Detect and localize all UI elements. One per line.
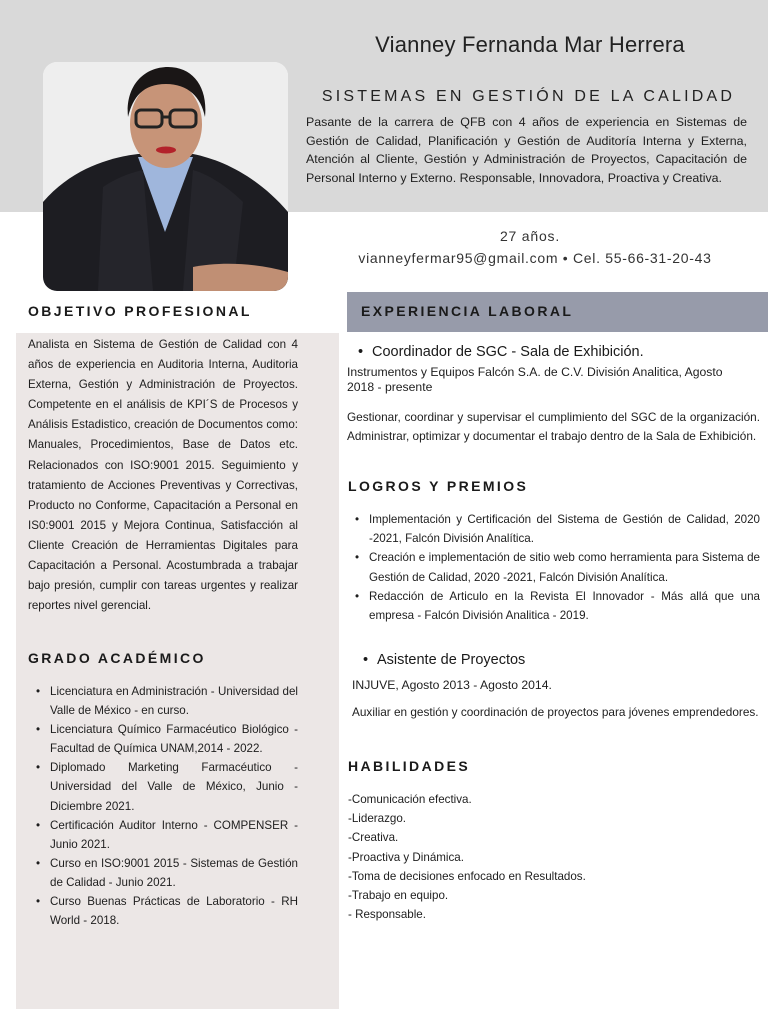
bullet-icon: • [358,344,364,360]
job1-title [358,344,644,360]
grado-item: • Licenciatura en Administración - Universidad del Valle de México - en curso. [36,682,298,720]
experiencia-heading: EXPERIENCIA LABORAL [361,303,574,319]
job1-description: Gestionar, coordinar y supervisar el cumplimiento del SGC de la organización. Administrar, optimizar y documentar el trabajo dentro de la Sala de Exhibición. [347,410,760,443]
habilidad-item: -Liderazgo. [348,812,407,826]
candidate-age: 27 años. [499,228,561,244]
logros-heading: LOGROS Y PREMIOS [348,478,529,494]
grado-list [36,682,298,930]
logros-item: • Creación e implementación de sitio web como herramienta para Sistema de Gestión de Calidad, 2020 -2021, Falcón División Analítica. [355,548,760,586]
habilidades-heading: HABILIDADES [348,758,471,774]
job1-title-text: Coordinador de SGC - Sala de Exhibición. [372,344,644,360]
objetivo-heading: OBJETIVO PROFESIONAL [28,303,252,319]
profile-photo [43,62,288,291]
contact-info: vianneyfermar95@gmail.com • Cel. 55-66-31-20-43 [358,250,712,266]
candidate-role: SISTEMAS EN GESTIÓN DE LA CALIDAD [321,88,736,105]
candidate-name: Vianney Fernanda Mar Herrera [375,32,685,57]
grado-item: • Certificación Auditor Interno - COMPENSER - Junio 2021. [36,816,298,854]
grado-heading: GRADO ACADÉMICO [28,650,206,666]
bullet-icon: • [363,652,369,668]
logros-item: • Redacción de Articulo en la Revista El Innovador - Más allá que una empresa - Falcón División Analitica - 2019. [355,587,760,625]
job2-description: Auxiliar en gestión y coordinación de proyectos para jóvenes emprendedores. [352,705,759,719]
habilidad-item: -Comunicación efectiva. [348,793,472,806]
habilidad-item: - Responsable. [348,908,426,922]
habilidad-item: -Proactiva y Dinámica. [348,850,464,864]
job2-title-text: Asistente de Proyectos [377,652,526,668]
grado-item: • Licenciatura Químico Farmacéutico Biológico - Facultad de Química UNAM,2014 - 2022. [36,720,298,758]
grado-item: • Diplomado Marketing Farmacéutico - Universidad del Valle de México, Junio - Diciembre 2021. [36,758,298,815]
habilidad-item: -Creativa. [348,831,399,845]
objetivo-text: Analista en Sistema de Gestión de Calidad con 4 años de experiencia en Auditoria Interna, Auditoria Externa, Gestión y Administración de Proyectos. Competente en el análisis de KPI´S de Procesos y Análisis Estadistico, creación de Documentos como: Manuales, Procedimientos, Base de Datos etc. Relacionados con ISO:9001 2015. Seguimiento y tratamiento de Acciones Preventivas y Correctivas, Producto no Conforme, Capacitación a Personal en IS0:9001 2015 y Mejora Continua, Satisfacción al Cliente Creación de Herramientas Digitales para Capacitación a Personal. Acostumbrada a trabajar bajo presión, cumplir con tareas urgentes y realizar reportes nivel gerencial. [28,338,298,613]
job2-title [363,652,525,668]
experiencia-heading-bar [347,292,768,332]
habilidad-item: -Toma de decisiones enfocado en Resultados. [348,869,586,883]
job1-company: Instrumentos y Equipos Falcón S.A. de C.V. División Analitica, Agosto 2018 - presente [347,365,723,394]
grado-item: • Curso Buenas Prácticas de Laboratorio - RH World - 2018. [36,892,298,930]
habilidades-list [348,790,586,924]
job2-company: INJUVE, Agosto 2013 - Agosto 2014. [352,678,552,692]
logros-item: • Implementación y Certificación del Sistema de Gestión de Calidad, 2020 -2021, Falcón División Analítica. [355,510,760,548]
grado-item: • Curso en ISO:9001 2015 - Sistemas de Gestión de Calidad - Junio 2021. [36,854,298,892]
logros-list [355,510,760,625]
profile-summary: Pasante de la carrera de QFB con 4 años de experiencia en Sistemas de Gestión de Calidad, Planificación y Gestión de Auditoría Interna y Externa, Atención al Cliente, Gestión y Administración de Proyectos, Capacitación de Personal Interno y Externo. Responsable, Innovadora, Proactiva y Creativa. [306,115,747,185]
habilidad-item: -Trabajo en equipo. [348,889,449,903]
